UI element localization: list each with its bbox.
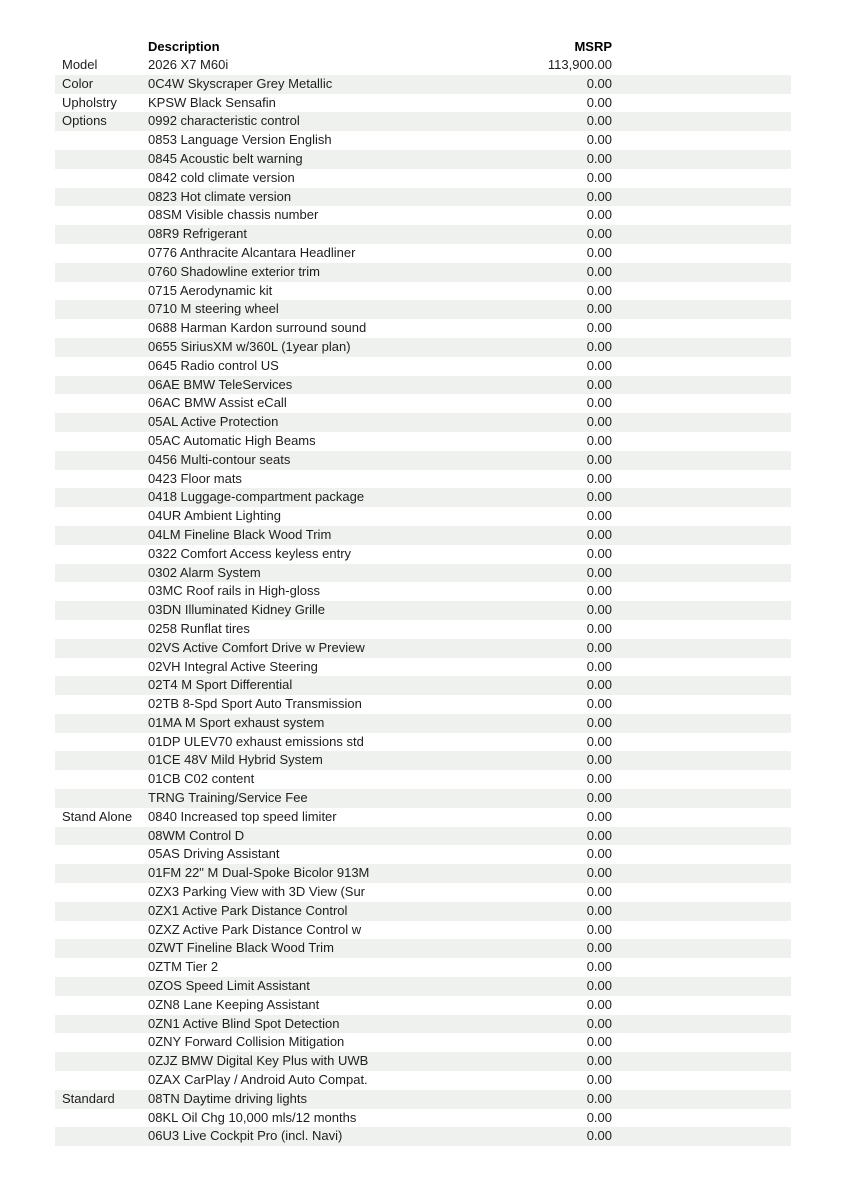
table-row — [55, 958, 791, 977]
msrp-column-header: MSRP — [574, 39, 612, 54]
description-cell: 2026 X7 M60i — [148, 57, 229, 72]
description-cell: 02VS Active Comfort Drive w Preview — [148, 639, 365, 655]
description-cell: 0ZXZ Active Park Distance Control w — [148, 921, 362, 937]
table-row — [55, 244, 791, 263]
msrp-cell: 0.00 — [586, 432, 612, 448]
msrp-cell: 0.00 — [586, 902, 612, 918]
table-row — [55, 695, 791, 714]
msrp-cell: 0.00 — [586, 414, 612, 430]
msrp-cell: 0.00 — [586, 564, 612, 580]
msrp-cell: 0.00 — [586, 169, 612, 185]
description-cell: 05AS Driving Assistant — [148, 846, 280, 862]
description-cell: TRNG Training/Service Fee — [148, 790, 308, 806]
description-cell: 0C4W Skyscraper Grey Metallic — [148, 75, 333, 91]
category-cell — [55, 958, 148, 977]
description-cell: 0688 Harman Kardon surround sound — [148, 320, 367, 336]
msrp-cell: 0.00 — [586, 1015, 612, 1031]
table-row — [55, 620, 791, 639]
category-cell — [55, 1071, 148, 1090]
category-cell — [55, 639, 148, 658]
table-row — [55, 996, 791, 1015]
category-cell — [55, 169, 148, 188]
table-row — [55, 451, 791, 470]
description-cell: 01MA M Sport exhaust system — [148, 714, 325, 730]
description-cell: 0853 Language Version English — [148, 132, 332, 148]
category-cell — [55, 902, 148, 921]
description-cell: 0423 Floor mats — [148, 470, 242, 486]
msrp-cell: 0.00 — [586, 996, 612, 1012]
table-row — [55, 225, 791, 244]
msrp-cell: 113,900.00 — [547, 57, 612, 72]
msrp-cell: 0.00 — [586, 357, 612, 373]
description-cell: 0418 Luggage-compartment package — [148, 489, 365, 505]
description-cell: 08TN Daytime driving lights — [148, 1090, 307, 1106]
description-cell: KPSW Black Sensafin — [148, 94, 276, 110]
description-cell: 0ZX1 Active Park Distance Control — [148, 902, 348, 918]
description-cell: 0ZOS Speed Limit Assistant — [148, 978, 310, 994]
msrp-cell: 0.00 — [586, 1034, 612, 1050]
description-cell: 06U3 Live Cockpit Pro (incl. Navi) — [148, 1128, 343, 1144]
msrp-cell: 0.00 — [586, 978, 612, 994]
msrp-cell: 0.00 — [586, 677, 612, 693]
description-cell: 0655 SiriusXM w/360L (1year plan) — [148, 338, 351, 354]
description-cell: 08R9 Refrigerant — [148, 226, 247, 242]
table-row — [55, 394, 791, 413]
category-cell — [55, 601, 148, 620]
table-row — [55, 770, 791, 789]
description-cell: 01CB C02 content — [148, 771, 255, 787]
msrp-cell: 0.00 — [586, 282, 612, 298]
table-row — [55, 845, 791, 864]
description-cell: 08WM Control D — [148, 827, 245, 843]
table-row — [55, 75, 791, 94]
description-cell: 01FM 22" M Dual-Spoke Bicolor 913M — [148, 865, 370, 881]
category-cell — [55, 1033, 148, 1052]
category-cell — [55, 695, 148, 714]
msrp-cell: 0.00 — [586, 113, 612, 129]
category-cell — [55, 827, 148, 846]
msrp-cell: 0.00 — [586, 94, 612, 110]
table-row — [55, 357, 791, 376]
description-cell: 0715 Aerodynamic kit — [148, 282, 273, 298]
table-row — [55, 263, 791, 282]
msrp-cell: 0.00 — [586, 263, 612, 279]
description-cell: 0ZAX CarPlay / Android Auto Compat. — [148, 1072, 368, 1088]
category-cell: Options — [62, 113, 107, 129]
category-cell — [55, 939, 148, 958]
msrp-cell: 0.00 — [586, 150, 612, 166]
category-cell — [55, 658, 148, 677]
description-cell: 03MC Roof rails in High-gloss — [148, 583, 320, 599]
category-cell — [55, 845, 148, 864]
msrp-cell: 0.00 — [586, 752, 612, 768]
table-row — [55, 169, 791, 188]
category-cell — [55, 620, 148, 639]
table-row — [55, 150, 791, 169]
vehicle-options-table — [55, 37, 791, 1146]
table-row — [55, 206, 791, 225]
msrp-cell: 0.00 — [586, 132, 612, 148]
category-cell — [55, 131, 148, 150]
table-row — [55, 1127, 791, 1146]
category-cell — [55, 300, 148, 319]
category-cell — [55, 150, 148, 169]
table-row — [55, 432, 791, 451]
table-row — [55, 939, 791, 958]
category-cell — [55, 1109, 148, 1128]
category-cell — [55, 357, 148, 376]
msrp-cell: 0.00 — [586, 301, 612, 317]
category-cell — [55, 244, 148, 263]
category-cell — [55, 432, 148, 451]
category-cell: Upholstry — [62, 94, 117, 110]
msrp-cell: 0.00 — [586, 207, 612, 223]
category-cell — [55, 545, 148, 564]
description-cell: 0ZJZ BMW Digital Key Plus with UWB — [148, 1053, 369, 1069]
category-cell — [55, 921, 148, 940]
description-cell: 0845 Acoustic belt warning — [148, 150, 303, 166]
category-cell: Color — [62, 75, 94, 91]
description-cell: 0842 cold climate version — [148, 169, 295, 185]
msrp-cell: 0.00 — [586, 1072, 612, 1088]
category-cell — [55, 1127, 148, 1146]
table-header-row — [55, 37, 791, 56]
description-cell: 0302 Alarm System — [148, 564, 261, 580]
msrp-cell: 0.00 — [586, 1109, 612, 1125]
category-cell — [55, 733, 148, 752]
description-cell: 0456 Multi-contour seats — [148, 451, 291, 467]
msrp-cell: 0.00 — [586, 865, 612, 881]
table-row — [55, 582, 791, 601]
category-cell — [55, 319, 148, 338]
table-row — [55, 282, 791, 301]
description-cell: 06AE BMW TeleServices — [148, 376, 293, 392]
table-row — [55, 601, 791, 620]
msrp-cell: 0.00 — [586, 921, 612, 937]
description-cell: 03DN Illuminated Kidney Grille — [148, 602, 326, 618]
table-row — [55, 902, 791, 921]
description-cell: 08KL Oil Chg 10,000 mls/12 months — [148, 1109, 357, 1125]
description-cell: 0710 M steering wheel — [148, 301, 279, 317]
msrp-cell: 0.00 — [586, 808, 612, 824]
table-row — [55, 808, 791, 827]
msrp-cell: 0.00 — [586, 395, 612, 411]
msrp-cell: 0.00 — [586, 827, 612, 843]
category-cell — [55, 714, 148, 733]
msrp-cell: 0.00 — [586, 1128, 612, 1144]
category-cell — [55, 263, 148, 282]
category-cell — [55, 470, 148, 489]
category-cell — [55, 526, 148, 545]
table-row — [55, 1052, 791, 1071]
category-cell: Stand Alone — [62, 808, 133, 824]
table-row — [55, 658, 791, 677]
table-row — [55, 188, 791, 207]
table-row — [55, 921, 791, 940]
description-cell: 0ZN1 Active Blind Spot Detection — [148, 1015, 340, 1031]
description-cell: 0760 Shadowline exterior trim — [148, 263, 320, 279]
table-row — [55, 507, 791, 526]
table-row — [55, 376, 791, 395]
table-body — [55, 56, 791, 1146]
table-row — [55, 751, 791, 770]
category-cell: Standard — [62, 1090, 115, 1106]
msrp-cell: 0.00 — [586, 244, 612, 260]
category-cell — [55, 789, 148, 808]
category-cell — [55, 977, 148, 996]
category-cell — [55, 413, 148, 432]
description-cell: 08SM Visible chassis number — [148, 207, 319, 223]
category-cell — [55, 676, 148, 695]
msrp-cell: 0.00 — [586, 226, 612, 242]
table-row — [55, 131, 791, 150]
msrp-cell: 0.00 — [586, 790, 612, 806]
category-cell — [55, 225, 148, 244]
description-cell: 06AC BMW Assist eCall — [148, 395, 287, 411]
msrp-cell: 0.00 — [586, 583, 612, 599]
category-cell — [55, 451, 148, 470]
msrp-cell: 0.00 — [586, 602, 612, 618]
category-cell — [55, 996, 148, 1015]
table-row — [55, 526, 791, 545]
table-row — [55, 413, 791, 432]
description-cell: 0ZWT Fineline Black Wood Trim — [148, 940, 334, 956]
description-cell: 0823 Hot climate version — [148, 188, 292, 204]
category-cell — [55, 582, 148, 601]
description-cell: 0ZNY Forward Collision Mitigation — [148, 1034, 345, 1050]
table-row — [55, 639, 791, 658]
table-row — [55, 1090, 791, 1109]
description-cell: 0ZTM Tier 2 — [148, 959, 219, 975]
msrp-cell: 0.00 — [586, 188, 612, 204]
table-row — [55, 338, 791, 357]
description-cell: 04LM Fineline Black Wood Trim — [148, 526, 332, 542]
category-cell — [55, 751, 148, 770]
description-cell: 04UR Ambient Lighting — [148, 508, 281, 524]
table-row — [55, 714, 791, 733]
category-cell — [55, 488, 148, 507]
table-row — [55, 827, 791, 846]
description-column-header: Description — [148, 39, 220, 54]
msrp-cell: 0.00 — [586, 508, 612, 524]
description-cell: 0840 Increased top speed limiter — [148, 808, 337, 824]
table-row — [55, 1033, 791, 1052]
description-cell: 05AL Active Protection — [148, 414, 279, 430]
category-cell — [55, 1052, 148, 1071]
category-cell — [55, 1015, 148, 1034]
table-row — [55, 488, 791, 507]
description-cell: 0ZN8 Lane Keeping Assistant — [148, 996, 320, 1012]
msrp-cell: 0.00 — [586, 714, 612, 730]
msrp-cell: 0.00 — [586, 545, 612, 561]
table-row — [55, 470, 791, 489]
table-row — [55, 864, 791, 883]
table-row — [55, 733, 791, 752]
category-column-header — [55, 37, 148, 56]
description-cell: 02T4 M Sport Differential — [148, 677, 293, 693]
category-cell — [55, 376, 148, 395]
description-cell: 05AC Automatic High Beams — [148, 432, 316, 448]
table-row — [55, 883, 791, 902]
category-cell — [55, 282, 148, 301]
table-row — [55, 545, 791, 564]
category-cell — [55, 770, 148, 789]
msrp-cell: 0.00 — [586, 846, 612, 862]
table-row — [55, 676, 791, 695]
table-row — [55, 1015, 791, 1034]
msrp-cell: 0.00 — [586, 658, 612, 674]
category-cell — [55, 883, 148, 902]
msrp-cell: 0.00 — [586, 696, 612, 712]
msrp-cell: 0.00 — [586, 1053, 612, 1069]
msrp-cell: 0.00 — [586, 451, 612, 467]
table-row — [55, 319, 791, 338]
msrp-cell: 0.00 — [586, 733, 612, 749]
msrp-cell: 0.00 — [586, 959, 612, 975]
table-row — [55, 112, 791, 131]
description-cell: 02TB 8-Spd Sport Auto Transmission — [148, 696, 362, 712]
table-row — [55, 977, 791, 996]
msrp-cell: 0.00 — [586, 75, 612, 91]
description-cell: 01DP ULEV70 exhaust emissions std — [148, 733, 364, 749]
description-cell: 0645 Radio control US — [148, 357, 279, 373]
category-cell — [55, 564, 148, 583]
msrp-cell: 0.00 — [586, 771, 612, 787]
table-row — [55, 56, 791, 75]
table-row — [55, 1109, 791, 1128]
msrp-cell: 0.00 — [586, 940, 612, 956]
description-cell: 01CE 48V Mild Hybrid System — [148, 752, 323, 768]
table-row — [55, 1071, 791, 1090]
msrp-cell: 0.00 — [586, 884, 612, 900]
category-cell — [55, 394, 148, 413]
table-row — [55, 789, 791, 808]
msrp-cell: 0.00 — [586, 639, 612, 655]
description-cell: 0776 Anthracite Alcantara Headliner — [148, 244, 356, 260]
msrp-cell: 0.00 — [586, 470, 612, 486]
category-cell — [55, 206, 148, 225]
msrp-cell: 0.00 — [586, 320, 612, 336]
category-cell — [55, 507, 148, 526]
category-cell — [55, 864, 148, 883]
table-row — [55, 94, 791, 113]
description-cell: 02VH Integral Active Steering — [148, 658, 318, 674]
category-cell — [55, 338, 148, 357]
category-cell — [55, 188, 148, 207]
description-cell: 0258 Runflat tires — [148, 620, 250, 636]
msrp-cell: 0.00 — [586, 376, 612, 392]
msrp-cell: 0.00 — [586, 620, 612, 636]
msrp-cell: 0.00 — [586, 338, 612, 354]
msrp-cell: 0.00 — [586, 1090, 612, 1106]
msrp-cell: 0.00 — [586, 489, 612, 505]
msrp-cell: 0.00 — [586, 526, 612, 542]
description-cell: 0992 characteristic control — [148, 113, 300, 129]
table-row — [55, 564, 791, 583]
description-cell: 0ZX3 Parking View with 3D View (Sur — [148, 884, 366, 900]
category-cell: Model — [62, 57, 98, 72]
table-row — [55, 300, 791, 319]
description-cell: 0322 Comfort Access keyless entry — [148, 545, 352, 561]
